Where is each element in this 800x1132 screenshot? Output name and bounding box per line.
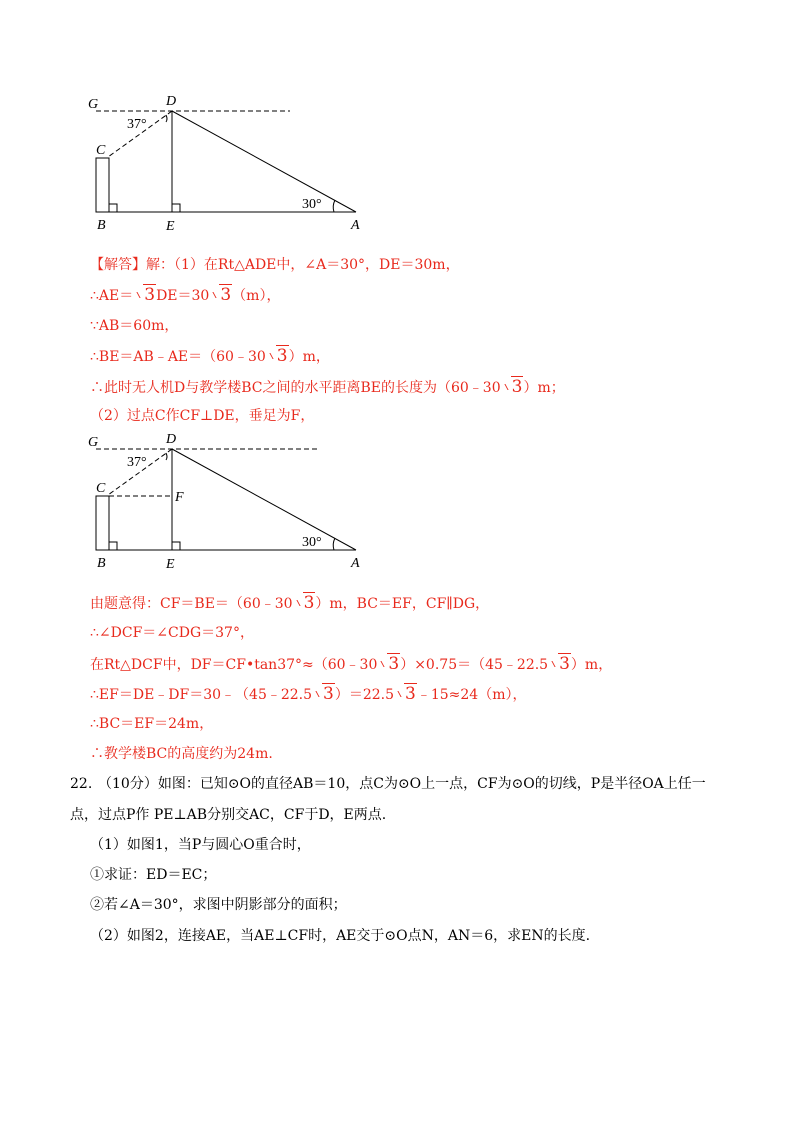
text-segment: ）＝22.5 [334, 687, 395, 703]
label-angle-30: 30° [302, 535, 322, 550]
text-segment: ∴BC＝EF＝24m， [90, 716, 214, 732]
question-line-6: （2）如图2，连接AE，当AE⊥CF时，AE交于⊙O点N，AN＝6，求EN的长度. [90, 928, 591, 944]
question-line-1: （10分）如图：已知⊙O的直径AB＝10，点C为⊙O上一点，CF为⊙O的切线，P是半径OA上任一 [98, 776, 706, 792]
text-segment: DE＝30 [156, 288, 210, 304]
solution-line-11 [90, 713, 213, 735]
sqrt-symbol [267, 345, 289, 368]
solution-line-8 [90, 622, 254, 644]
angle-arc-30 [333, 200, 335, 212]
label-g: G [88, 97, 99, 112]
text-segment: （2）过点C作CF⊥DE，垂足为F， [90, 408, 315, 424]
question-line-5: ②若∠A＝30°，求图中阴影部分的面积； [90, 897, 347, 913]
label-f: F [175, 490, 184, 505]
da-line [172, 449, 356, 550]
text-segment: ﹣15≈24（m）， [416, 687, 527, 703]
text-segment: ）m； [523, 380, 565, 396]
radicand: 3 [388, 654, 400, 674]
label-a: A [351, 556, 360, 571]
label-d: D [166, 432, 177, 447]
solution-line-10 [90, 683, 527, 706]
question-line-3: （1）如图1，当P与圆心O重合时， [90, 837, 311, 853]
building-bc [96, 496, 109, 550]
solution-line-3 [90, 315, 178, 337]
sqrt-symbol [549, 653, 571, 676]
label-b: B [97, 218, 106, 233]
label-angle-37: 37° [127, 117, 147, 132]
label-a: A [351, 218, 360, 233]
radicand: 3 [276, 346, 288, 366]
radicand: 3 [303, 593, 315, 613]
text-segment: 由题意得：CF＝BE＝（60﹣30 [90, 596, 293, 612]
text-segment: ）m， [288, 349, 330, 365]
text-segment: ∴此时无人机D与教学楼BC之间的水平距离BE的长度为（60﹣30 [90, 380, 501, 396]
solution-line-5 [90, 376, 565, 399]
text-segment: ∴EF＝DE﹣DF＝30﹣（45﹣22.5 [90, 687, 313, 703]
sqrt-symbol [502, 376, 524, 399]
solution-line-9 [90, 653, 612, 676]
radicand: 3 [323, 684, 334, 704]
text-segment: ）m， [570, 657, 613, 673]
right-angle-e [172, 542, 180, 550]
sqrt-symbol [378, 653, 400, 676]
radicand: 3 [220, 285, 232, 305]
text-segment: ∴AE＝ [90, 288, 134, 304]
angle-arc-37 [166, 453, 167, 460]
label-c: C [96, 481, 106, 496]
right-angle-b [109, 204, 117, 212]
solution-text: 解：（1）在Rt△ADE中，∠A＝30°，DE＝30m， [146, 257, 460, 273]
solution-line-4 [90, 345, 330, 368]
label-b: B [97, 556, 106, 571]
sqrt-symbol [210, 284, 232, 307]
figure-2 [80, 430, 380, 575]
solution-line-12 [90, 743, 273, 765]
label-c: C [96, 143, 106, 158]
solution-line-2 [90, 284, 280, 307]
solution-line-1 [90, 254, 460, 276]
da-line [172, 111, 356, 212]
figure-1 [80, 92, 380, 237]
radicand: 3 [144, 285, 156, 305]
label-angle-30: 30° [302, 197, 322, 212]
answer-tag: 【解答】 [90, 257, 146, 273]
text-segment: ）×0.75＝（45﹣22.5 [400, 657, 549, 673]
text-segment: ∴∠DCF＝∠CDG＝37°， [90, 625, 254, 641]
question-line-2: 点，过点P作 PE⊥AB分别交AC，CF于D，E两点. [70, 807, 387, 823]
sqrt-symbol [313, 683, 335, 706]
label-d: D [166, 94, 177, 109]
solution-line-6 [90, 405, 314, 427]
label-angle-37: 37° [127, 455, 147, 470]
text-segment: ∴教学楼BC的高度约为24m. [90, 746, 273, 762]
angle-arc-37 [166, 115, 167, 122]
sqrt-symbol [294, 592, 316, 615]
radicand: 3 [405, 684, 416, 704]
question-line-4: ①求证：ED＝EC； [90, 867, 217, 883]
sqrt-symbol [395, 683, 417, 706]
text-segment: ∵AB＝60m， [90, 318, 179, 334]
sqrt-symbol [134, 284, 156, 307]
label-e: E [166, 557, 175, 572]
building-bc [96, 158, 109, 212]
label-e: E [166, 219, 175, 234]
radicand: 3 [559, 654, 570, 674]
text-segment: 在Rt△DCF中，DF＝CF•tan37°≈（60﹣30 [90, 657, 378, 673]
question-number: 22. [70, 776, 93, 792]
solution-line-7 [90, 592, 489, 615]
text-segment: （m）， [232, 288, 281, 304]
radicand: 3 [511, 377, 523, 397]
text-segment: ）m，BC＝EF，CF∥DG， [315, 596, 490, 612]
right-angle-e [172, 204, 180, 212]
text-segment: ∴BE＝AB﹣AE＝（60﹣30 [90, 349, 266, 365]
angle-arc-30 [333, 538, 335, 550]
right-angle-b [109, 542, 117, 550]
label-g: G [88, 435, 99, 450]
